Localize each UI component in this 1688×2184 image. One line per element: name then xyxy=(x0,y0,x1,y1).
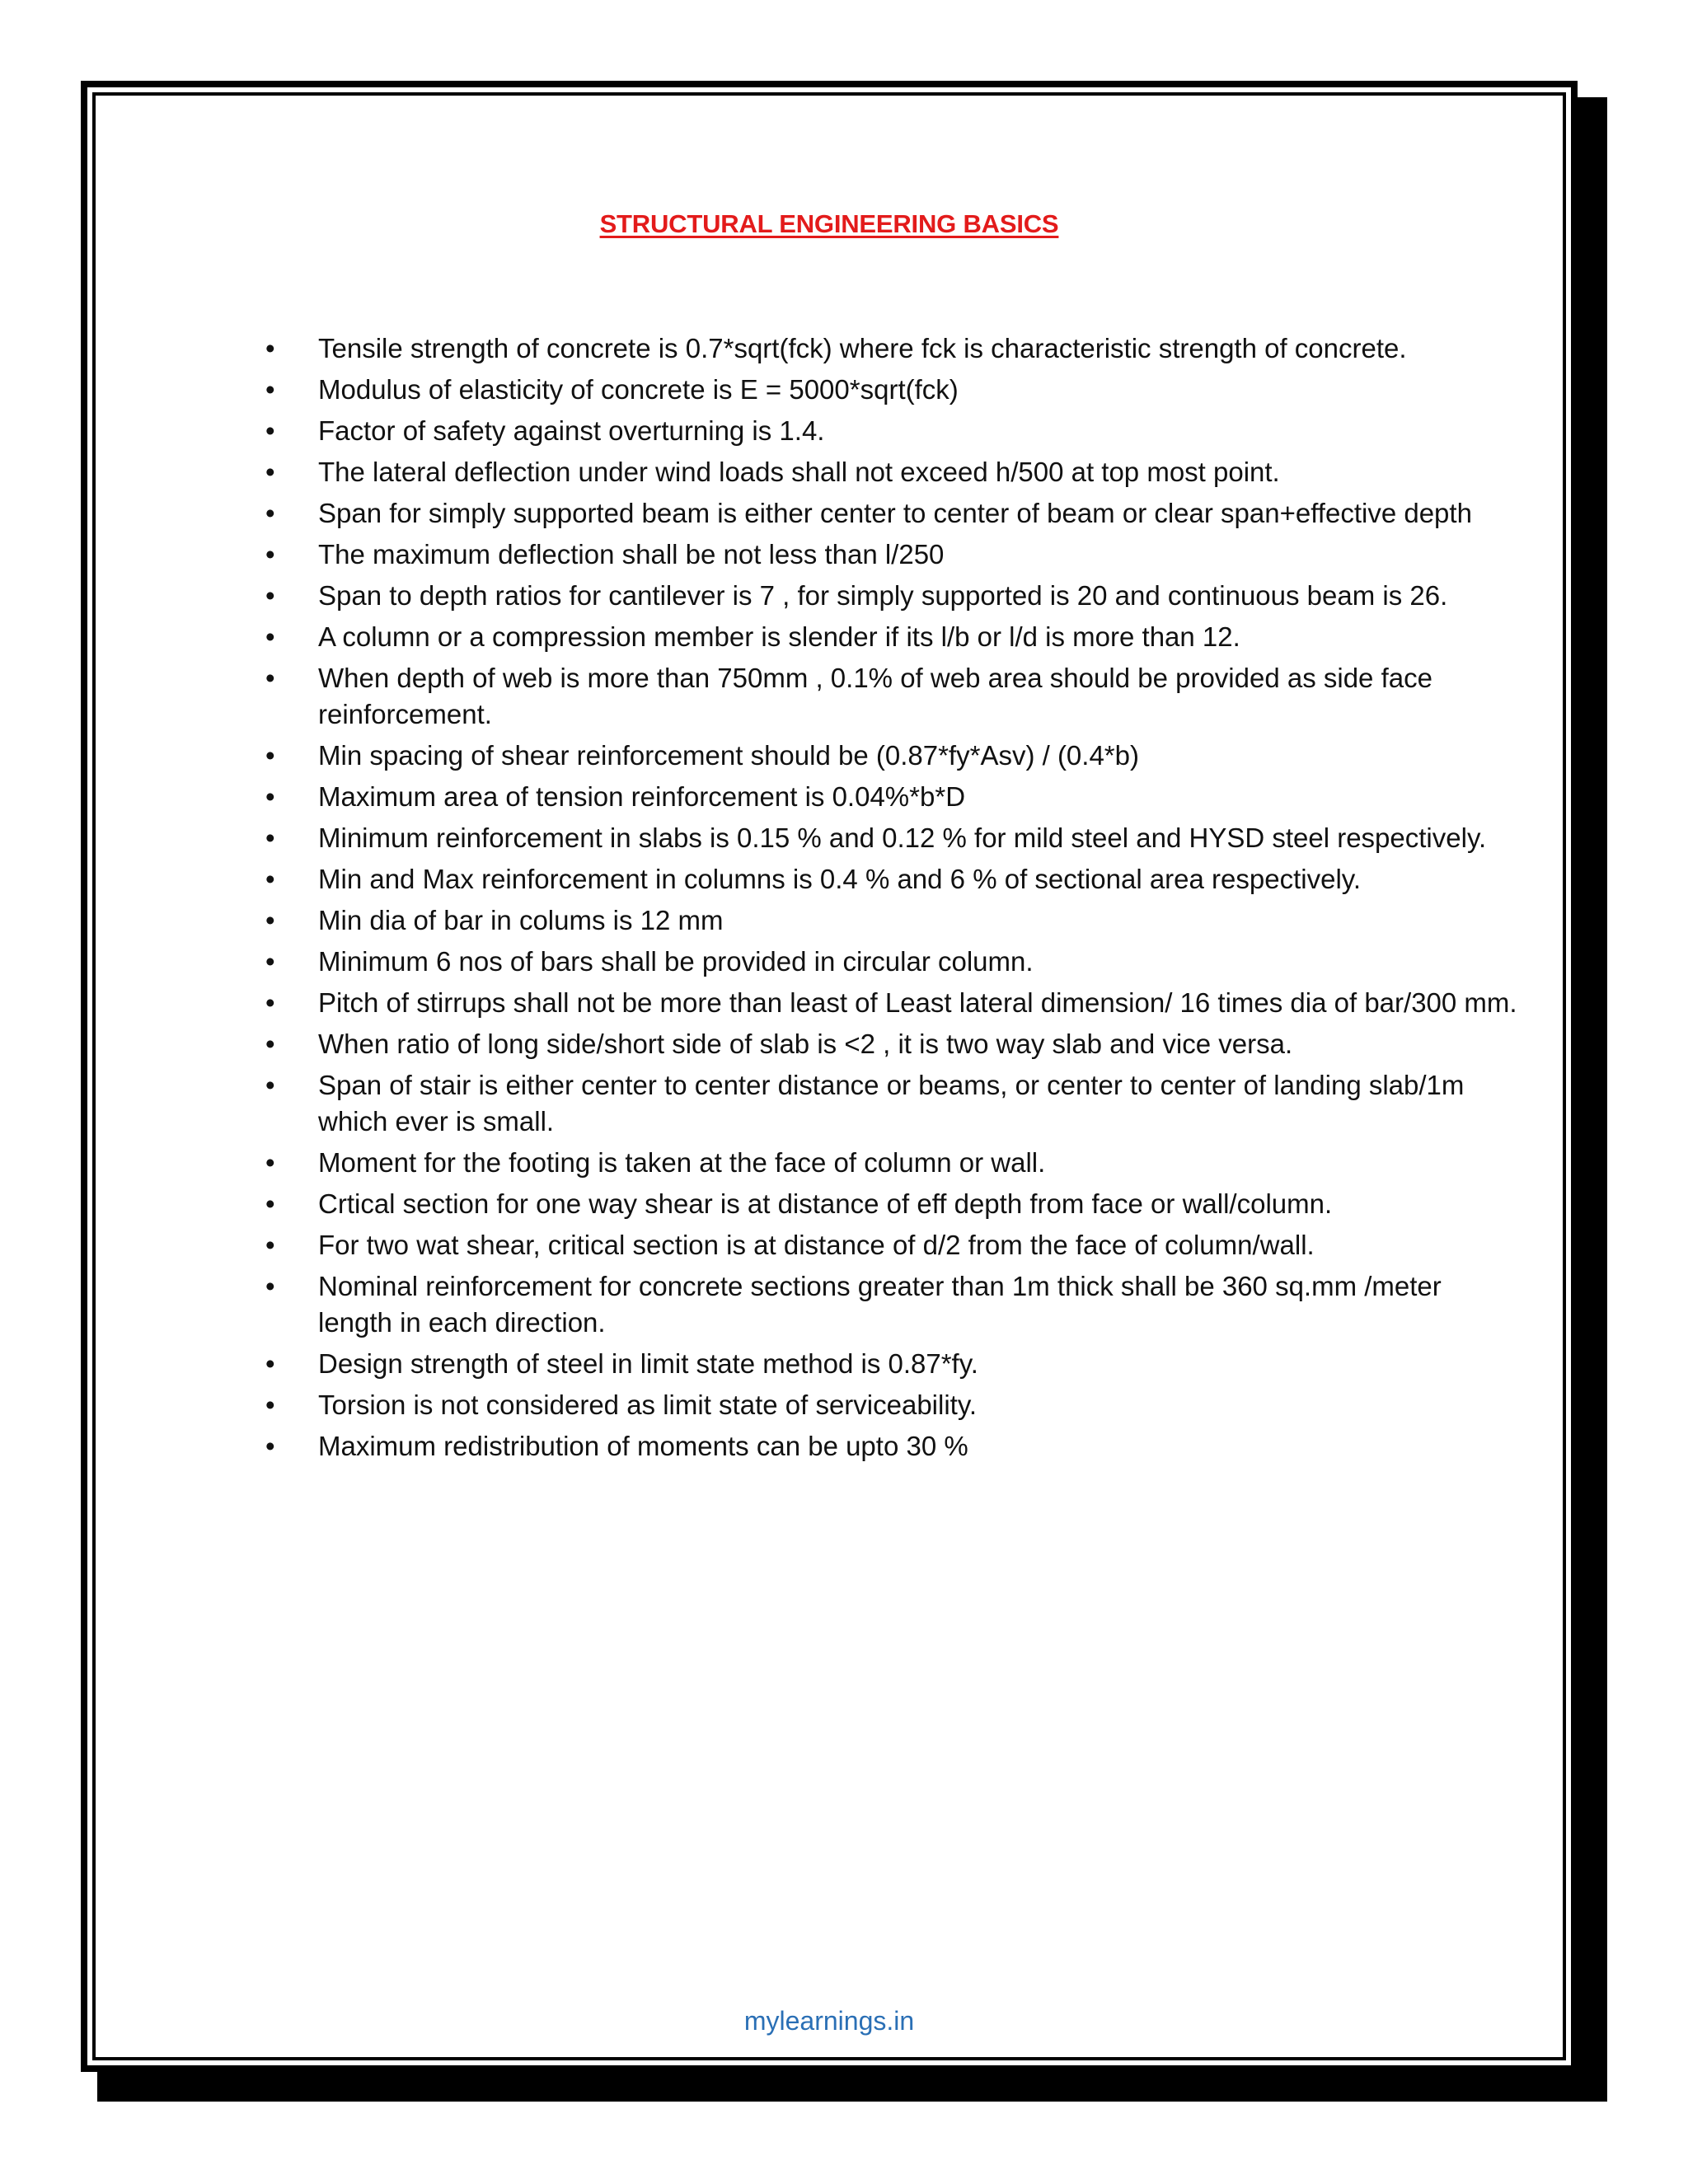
rule-text: Maximum area of tension reinforcement is 0.04%*b*D xyxy=(318,781,966,812)
rule-item xyxy=(265,820,1518,856)
page-frame xyxy=(81,81,1578,2072)
rule-text: Factor of safety against overturning is 1.4. xyxy=(318,415,825,446)
rule-item xyxy=(265,330,1518,367)
rule-text: Modulus of elasticity of concrete is E = 5000*sqrt(fck) xyxy=(318,374,959,405)
rule-item xyxy=(265,1145,1518,1181)
bullet-icon: • xyxy=(265,1230,275,1260)
page-title: STRUCTURAL ENGINEERING BASICS xyxy=(599,209,1059,238)
rule-item xyxy=(265,861,1518,898)
bullet-icon: • xyxy=(265,987,275,1018)
rule-text: Minimum reinforcement in slabs is 0.15 % and 0.12 % for mild steel and HYSD steel respectively. xyxy=(318,823,1487,853)
bullet-icon: • xyxy=(265,663,275,693)
rule-text: Minimum 6 nos of bars shall be provided in circular column. xyxy=(318,946,1034,977)
bullet-icon: • xyxy=(265,1147,275,1178)
rule-item xyxy=(265,944,1518,980)
rule-text: Span for simply supported beam is either center to center of beam or clear span+effective depth xyxy=(318,498,1472,528)
rule-text: Maximum redistribution of moments can be upto 30 % xyxy=(318,1431,968,1461)
page-frame-inner xyxy=(92,92,1566,2060)
bullet-icon: • xyxy=(265,1188,275,1219)
footer-link[interactable]: mylearnings.in xyxy=(743,2006,915,2036)
rule-text: Min dia of bar in colums is 12 mm xyxy=(318,905,724,935)
rule-text: Span of stair is either center to center distance or beams, or center to center of landing slab/1m which ever is small. xyxy=(318,1070,1465,1137)
bullet-icon: • xyxy=(265,905,275,935)
rule-item xyxy=(265,779,1518,815)
rules-list xyxy=(265,330,1518,1469)
bullet-icon: • xyxy=(265,781,275,812)
rule-item xyxy=(265,454,1518,490)
rule-text: Pitch of stirrups shall not be more than least of Least lateral dimension/ 16 times dia of bar/300 mm. xyxy=(318,987,1517,1018)
bullet-icon: • xyxy=(265,1390,275,1420)
bullet-icon: • xyxy=(265,333,275,363)
rule-text: Min spacing of shear reinforcement should be (0.87*fy*Asv) / (0.4*b) xyxy=(318,740,1139,771)
rule-item xyxy=(265,1346,1518,1382)
rule-text: When ratio of long side/short side of slab is <2 , it is two way slab and vice versa. xyxy=(318,1029,1293,1059)
rule-item xyxy=(265,1227,1518,1263)
rule-text: Design strength of steel in limit state method is 0.87*fy. xyxy=(318,1348,978,1379)
bullet-icon: • xyxy=(265,740,275,771)
rule-item xyxy=(265,1268,1518,1341)
rule-text: For two wat shear, critical section is at distance of d/2 from the face of column/wall. xyxy=(318,1230,1315,1260)
bullet-icon: • xyxy=(265,1029,275,1059)
rule-item xyxy=(265,495,1518,532)
bullet-icon: • xyxy=(265,823,275,853)
bullet-icon: • xyxy=(265,374,275,405)
rule-item xyxy=(265,1387,1518,1423)
rule-text: Span to depth ratios for cantilever is 7 , for simply supported is 20 and continuous beam is 26. xyxy=(318,580,1448,611)
rule-item xyxy=(265,372,1518,408)
bullet-icon: • xyxy=(265,1271,275,1301)
bullet-icon: • xyxy=(265,864,275,894)
rule-item xyxy=(265,985,1518,1021)
bullet-icon: • xyxy=(265,1431,275,1461)
bullet-icon: • xyxy=(265,1348,275,1379)
rule-item xyxy=(265,537,1518,573)
rule-text: The maximum deflection shall be not less than l/250 xyxy=(318,539,945,569)
bullet-icon: • xyxy=(265,621,275,652)
rule-item xyxy=(265,1026,1518,1062)
rule-text: Crtical section for one way shear is at distance of eff depth from face or wall/column. xyxy=(318,1188,1333,1219)
rule-item xyxy=(265,902,1518,939)
bullet-icon: • xyxy=(265,457,275,487)
bullet-icon: • xyxy=(265,498,275,528)
rule-item xyxy=(265,738,1518,774)
bullet-icon: • xyxy=(265,1070,275,1100)
rule-item xyxy=(265,578,1518,614)
rule-text: Torsion is not considered as limit state of serviceability. xyxy=(318,1390,978,1420)
rule-text: A column or a compression member is slender if its l/b or l/d is more than 12. xyxy=(318,621,1240,652)
bullet-icon: • xyxy=(265,539,275,569)
rule-text: Nominal reinforcement for concrete sections greater than 1m thick shall be 360 sq.mm /meter length in each direction. xyxy=(318,1271,1442,1338)
rule-item xyxy=(265,1186,1518,1222)
rule-text: Min and Max reinforcement in columns is 0.4 % and 6 % of sectional area respectively. xyxy=(318,864,1361,894)
rule-item xyxy=(265,660,1518,733)
rule-text: The lateral deflection under wind loads shall not exceed h/500 at top most point. xyxy=(318,457,1280,487)
rule-item xyxy=(265,413,1518,449)
rule-item xyxy=(265,1428,1518,1465)
bullet-icon: • xyxy=(265,415,275,446)
rule-text: Tensile strength of concrete is 0.7*sqrt(fck) where fck is characteristic strength of concrete. xyxy=(318,333,1407,363)
rule-item xyxy=(265,1067,1518,1140)
bullet-icon: • xyxy=(265,946,275,977)
bullet-icon: • xyxy=(265,580,275,611)
rule-text: Moment for the footing is taken at the face of column or wall. xyxy=(318,1147,1046,1178)
rule-text: When depth of web is more than 750mm , 0.1% of web area should be provided as side face reinforcement. xyxy=(318,663,1432,729)
rule-item xyxy=(265,619,1518,655)
